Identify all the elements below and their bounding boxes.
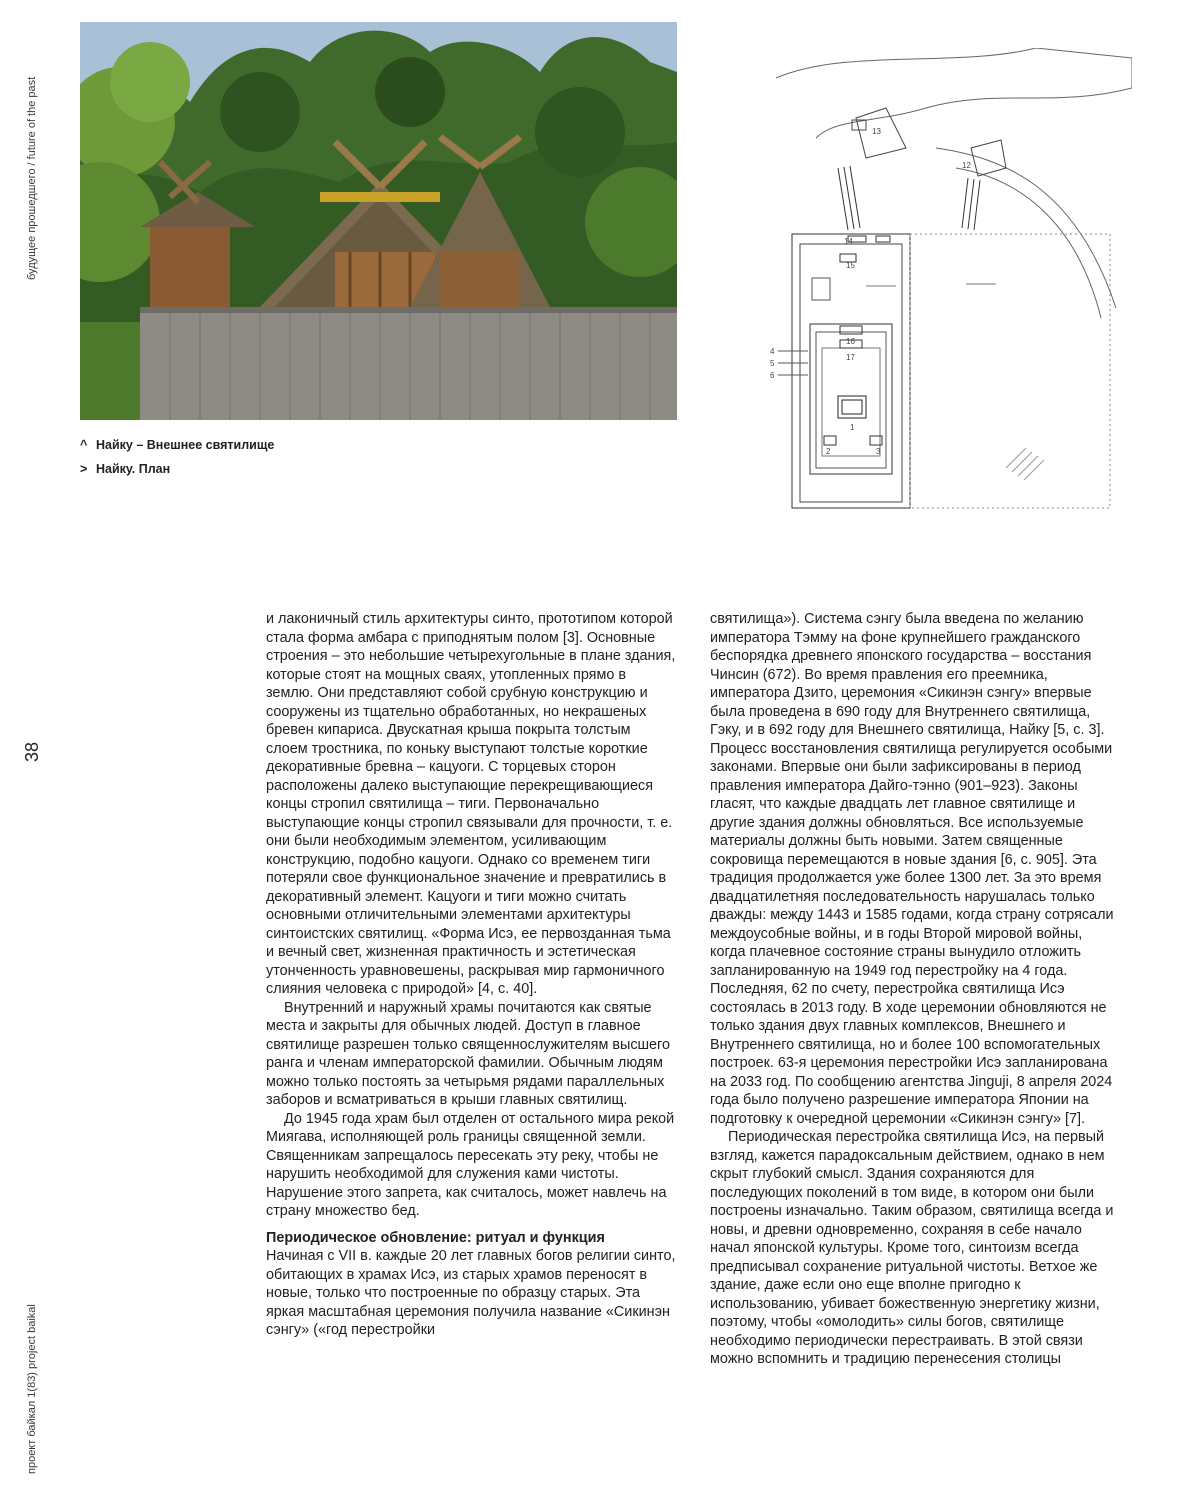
- caption-marker: >: [80, 462, 88, 476]
- shrine-photo: [80, 22, 677, 420]
- shrine-photo-illustration: [80, 22, 677, 420]
- caption-text: Найку – Внешнее святилище: [96, 438, 275, 452]
- plan-label: 12: [962, 161, 971, 170]
- site-plan-drawing: [756, 48, 1132, 556]
- plan-label: 16: [846, 337, 855, 346]
- plan-label: 13: [872, 127, 881, 136]
- plan-label: 3: [876, 447, 881, 456]
- plan-label: 2: [826, 447, 831, 456]
- plan-label: 5: [770, 359, 775, 368]
- site-plan: [756, 48, 1132, 556]
- paragraph: святилища»). Система сэнгу была введена по желанию императора Тэмму на фоне крупнейшего гражданского беспорядка древнего японского государства – восстания Чинсин (672). Во время правления его преемника, императора Дзито, церемония «Сикинэн сэнгу» впервые была проведена в 690 году для Внутреннего святилища, Гэку, и в 692 году для Внешнего святилища, Найку [5, с. 3]. Процесс восстановления святилища регулируется особыми законами. Впервые они были зафиксированы в период правления императора Дайго-тэнно (901–923). Законы гласят, что каждые двадцать лет главное святилище и другие здания должны обновляться. Все используемые материалы должны быть новыми. Затем священные сокровища перемещаются в новые здания [6, с. 905]. Эта традиция продолжается уже более 1300 лет. За это время двадцатилетняя последовательность нарушалась только дважды: между 1443 и 1585 годами, когда страну сотрясали междоусобные войны, и в годы Второй мировой войны, когда плачевное состояние страны вынудило отложить запланированную на 1949 год перестройку на 4 года. Последняя, 62 по счету, перестройка святилища Исэ состоялась в 2013 году. В ходе церемонии обновляются не только здания двух главных комплексов, Внешнего и Внутреннего святилища, но и более 100 вспомогательных построек. 63-я церемония перестройки Исэ запланирована на 2033 год. По сообщению агентства Jinguji, 8 апреля 2024 года было получено разрешение императора Японии на подготовку к очередной церемонии «Сикинэн сэнгу» [7].: [710, 611, 1114, 1127]
- plan-label: 6: [770, 371, 775, 380]
- plan-label: 17: [846, 353, 855, 362]
- paragraph: Периодическая перестройка святилища Исэ, на первый взгляд, кажется парадоксальным действием, однако в нем скрыт глубокий смысл. Здания сохраняются для последующих поколений в том виде, в котором они были построены изначально. Таким образом, святилища всегда и новы, и древни одновременно, сохраняя в себе начало начал японской культуры. Кроме того, синтоизм всегда предписывал сохранение ритуальной чистоты. Ветхое же здание, даже если оно еще вполне пригодно к использованию, убивает божественную энергетику жизни, поэтому, чтобы «омолодить» силы богов, святилище необходимо периодически перестраивать. В этой связи можно вспомнить и традицию перенесения столицы: [710, 1129, 1114, 1367]
- journal-footer: проект байкал 1(83) project baikal: [26, 1304, 38, 1474]
- paragraph: Внутренний и наружный храмы почитаются как святые места и закрыты для обычных людей. Доступ в главное святилище разрешен только священнослужителям высшего ранга и членам императорской фамилии. Обычным людям можно только постоять за четырьмя рядами параллельных заборов и всматриваться в крыши главных святилищ.: [266, 999, 670, 1108]
- text-column-left: [266, 610, 676, 1340]
- plan-label: 15: [846, 261, 855, 270]
- caption-text: Найку. План: [96, 462, 171, 476]
- paragraph: Начиная с VII в. каждые 20 лет главных богов религии синто, обитающих в храмах Исэ, из старых храмов переносят в новые, только что построенные по образцу старых. Эта яркая масштабная церемония получила название «Сикинэн сэнгу» («год перестройки: [266, 1248, 676, 1338]
- caption-plan: [80, 462, 170, 476]
- paragraph: и лаконичный стиль архитектуры синто, прототипом которой стала форма амбара с приподнятым полом [3]. Основные строения – это небольшие четырехугольные в плане здания, которые стоят на мощных сваях, утопленных прямо в землю. Они представляют собой срубную конструкцию и сооружены из тщательно обработанных, но некрашеных бревен кипариса. Двускатная крыша покрыта толстым слоем тростника, по коньку выступают толстые короткие декоративные бревна – кацуоги. С торцевых сторон расположены далеко выступающие перекрещивающиеся концы стропил святилища – тиги. Первоначально выступающие концы стропил связывали для прочности, т. е. они были необходимым элементом, усиливающим конструкцию, подобно кацуоги. Однако со временем тиги потеряли свое функциональное значение и превратились в декоративный элемент. Кацуоги и тиги можно считать основными отличительными элементами архитектуры синтоистских святилищ. «Форма Исэ, ее первозданная тьма и вечный свет, жизненная практичность и эстетическая утонченность уравновешены, раскрывая мир гармоничного слияния человека с природой» [4, с. 40].: [266, 611, 676, 997]
- text-column-right: [710, 610, 1120, 1369]
- page-number: 38: [22, 741, 42, 762]
- plan-label: 14: [844, 237, 853, 246]
- running-header: будущее прошедшего / future of the past: [26, 76, 38, 280]
- paragraph: До 1945 года храм был отделен от остального мира рекой Миягава, исполняющей роль границы священной земли. Священникам запрещалось пересекать эту реку, чтобы не нарушить необходимой для служения ками чистоты. Нарушение этого запрета, как считалось, может навлечь на страну множество бед.: [266, 1110, 675, 1219]
- plan-label: 1: [850, 423, 855, 432]
- caption-photo: [80, 438, 274, 452]
- section-heading: Периодическое обновление: ритуал и функция: [266, 1229, 605, 1246]
- plan-label: 4: [770, 347, 775, 356]
- caption-marker: ^: [80, 438, 88, 452]
